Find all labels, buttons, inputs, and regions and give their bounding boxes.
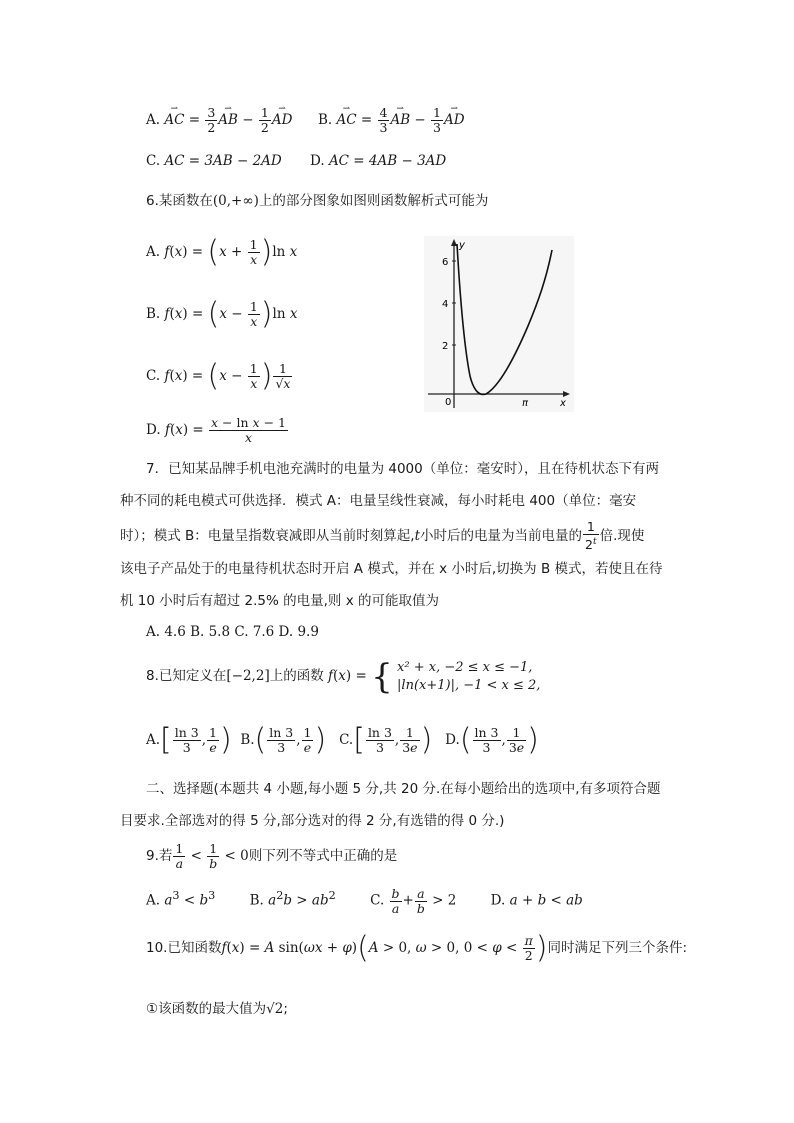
graph-x-label: x bbox=[560, 398, 566, 409]
q8-options: A.[ $\frac{\ln 3}{3}$ , $\frac{1}{e}$ ) B.( $\frac{\ln 3}{3}$ , $\frac{1}{e}$ ) C.[ $\frac{\ln 3}{3}$ , $\frac{1}{3e}$ ) D.( $\frac{\ln 3}{3}$ , $\frac{1}{3e}$ ) bbox=[146, 722, 539, 758]
q5-option-c: C. AC = 3AB − 2AD bbox=[146, 153, 282, 169]
graph-ytick-4: 4 bbox=[442, 299, 449, 310]
q8-stem: 8.已知定义在[−2,2]上的函数 f(x) = { x² + x, −2 ≤ x ≤ −1, |ln(x+1)|, −1 < x ≤ 2, bbox=[146, 656, 541, 697]
graph-origin-label: 0 bbox=[445, 397, 452, 408]
q9-options: A. $a^3 < b^3$ B. $a^2b > ab^2$ C. $\frac{b}{a}$ + $\frac{a}{b}$ > 2 D. a + b < ab bbox=[146, 885, 583, 916]
q7-line4: 该电子产品处于的电量待机状态时开启 A 模式，并在 x 小时后,切换为 B 模式，若使且在待 bbox=[120, 561, 663, 577]
q8-case1: x² + x, −2 ≤ x ≤ −1, bbox=[397, 659, 533, 675]
q10-condition-1: ①该函数的最大值为√2; bbox=[146, 1001, 288, 1017]
q5-option-d: D. AC = 4AB − 3AD bbox=[310, 153, 447, 169]
section2-heading-line1: 二、选择题(本题共 4 小题,每小题 5 分,共 20 分.在每小题给出的选项中,有多项符合题 bbox=[146, 781, 661, 797]
graph-ytick-2: 2 bbox=[442, 341, 449, 352]
q5-option-b: B. ⇀ AC = $\frac{4}{3}$ ⇀ AB − $\frac{1}{3}$ ⇀ AD bbox=[318, 106, 465, 135]
q6-option-a: A. f(x) = (x + $\frac{1}{x}$ )ln x bbox=[146, 234, 298, 270]
q7-line2: 种不同的耗电模式可供选择．模式 A：电量呈线性衰减，每小时耗电 400（单位：毫安 bbox=[120, 493, 637, 509]
graph-y-label: y bbox=[459, 240, 465, 251]
q7-options: A. 4.6 B. 5.8 C. 7.6 D. 9.9 bbox=[146, 624, 319, 640]
q10-stem: 10.已知函数f(x) = A sin(ωx + φ)(A > 0, ω > 0, 0 < φ < $\frac{\pi}{2}$ )同时满足下列三个条件: bbox=[146, 930, 688, 966]
q6-stem: 6.某函数在(0,+∞)上的部分图象如图则函数解析式可能为 bbox=[146, 193, 489, 209]
q6-option-d: D. f(x) = $\frac{\text{x − ln x − 1}}{x}$ bbox=[146, 415, 286, 445]
q8-case2: |ln(x+1)|, −1 < x ≤ 2, bbox=[397, 677, 541, 693]
q6-option-c: C. f(x) = (x − $\frac{1}{x}$ ) $\frac{1}{√x}$ bbox=[146, 358, 291, 394]
q9-stem: 9.若 $\frac{1}{a}$ < $\frac{1}{b}$ < 0则下列不等式中正确的是 bbox=[146, 841, 398, 871]
section2-heading-line2: 目要求.全部选对的得 5 分,部分选对的得 2 分,有选错的得 0 分.) bbox=[120, 813, 505, 829]
q7-line1: 7．已知某品牌手机电池充满时的电量为 4000（单位：毫安时），且在待机状态下有两 bbox=[146, 461, 659, 477]
graph-xtick-pi: π bbox=[522, 398, 529, 409]
q7-line5: 机 10 小时后有超过 2.5% 的电量,则 x 的可能取值为 bbox=[120, 593, 440, 609]
q6-option-b: B. f(x) = (x − $\frac{1}{x}$ )ln x bbox=[146, 296, 298, 332]
graph-ytick-6: 6 bbox=[442, 257, 449, 268]
q6-function-graph bbox=[424, 236, 574, 412]
q7-line3: 时）；模式 B：电量呈指数衰减即从当前时刻算起,t小时后的电量为当前电量的 $\frac{1}{2^t}$ 倍.现使 bbox=[120, 519, 645, 553]
q5-option-a: A. ⇀ AC = $\frac{3}{2}$ ⇀ AB − $\frac{1}{2}$ ⇀ AD bbox=[146, 106, 292, 135]
